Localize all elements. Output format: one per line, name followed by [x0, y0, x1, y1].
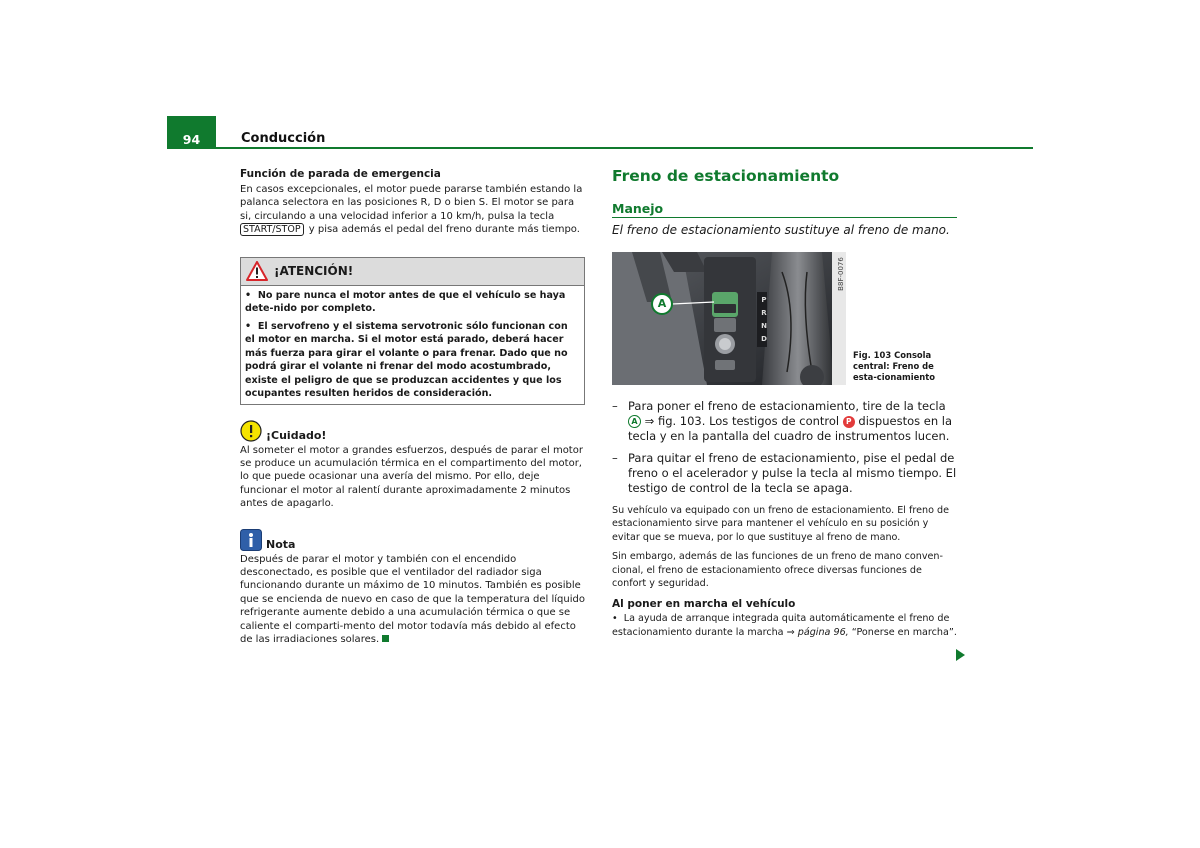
info-i-icon: [240, 529, 262, 551]
figure: [612, 252, 957, 385]
list-item: – Para poner el freno de estacionamiento, tire de la tecla A ⇒ fig. 103. Los testigos de control P dispuestos en la tecla y en la pantalla del cuadro de instrumentos lucen.: [612, 399, 953, 443]
warning-title: ¡ATENCIÓN!: [274, 264, 354, 279]
caution-exclamation-icon: [240, 420, 262, 442]
step-list: [612, 399, 957, 496]
note-text: Después de parar el motor y también con el encendido desconectado, es posible que el ventilador del radiador siga funcionando durante un máximo de 10 minutos. También es posible que se encienda de nuevo en caso de que la temperatura del líquido refrigerante aumente debido a una acumulación térmica o que se caliente el comparti-mento del motor todavía más debido al efecto de las irradiaciones solares.: [240, 553, 585, 646]
start-stop-key: START/STOP: [240, 223, 304, 236]
section-title: Conducción: [241, 131, 326, 146]
continue-arrow-icon: [956, 649, 965, 661]
end-of-section-marker: [382, 635, 389, 642]
start-bullet: • La ayuda de arranque integrada quita automáticamente el freno de estacionamiento durante la marcha ⇒ página 96, “Ponerse en marcha”.: [612, 613, 957, 638]
right-column: [612, 166, 957, 639]
subsection-heading: Manejo: [612, 201, 957, 218]
emergency-text: En casos excepcionales, el motor puede pararse también estando la palanca selectora en las posiciones R, D o bien S. El motor se para si, circulando a una velocidad inferior a 10 km/h, pulsa la tecla START/STOP y pisa además el pedal del freno durante más tiempo.: [240, 184, 583, 236]
warning-header: [241, 258, 584, 286]
warning-item: • El servofreno y el sistema servotronic sólo funcionan con el motor en marcha. Si el motor está parado, deberá hacer más fuerza para girar el volante o para frenar. Dado que no podrá girar el volante ni frenar del modo acostumbrado, existe el peligro de que se produzcan accidentes y que los ocupantes resulten heridos de consideración.: [245, 320, 568, 400]
gear-indicator: P R N D: [761, 296, 767, 343]
warning-body: [241, 286, 584, 404]
page-reference-link[interactable]: página 96,: [797, 626, 849, 638]
left-column: [240, 168, 585, 647]
page-number: 94: [167, 116, 216, 149]
start-heading: Al poner en marcha el vehículo: [612, 598, 796, 611]
note-title: Nota: [266, 537, 296, 551]
parking-lamp-icon: P: [843, 416, 855, 428]
warning-triangle-icon: [246, 261, 268, 281]
caution-text: Al someter el motor a grandes esfuerzos, después de parar el motor se produce un acumulación térmica en el compartimento del motor, lo que puede ocasionar una avería del mismo. Por ello, deje funcionar el motor al ralentí durante aproximadamente 2 minutos antes de apagarlo.: [240, 444, 583, 510]
console-photo: [612, 252, 846, 385]
callout-a-icon: A: [628, 415, 641, 428]
section-heading: Freno de estacionamiento: [612, 167, 840, 185]
caution-title: ¡Cuidado!: [266, 428, 327, 442]
paragraph: Sin embargo, además de las funciones de un freno de mano conven-cional, el freno de estacionamiento ofrece diversas funciones de confort y seguridad.: [612, 551, 943, 590]
figure-code: B8F-0076: [837, 257, 846, 291]
caution-header: [240, 420, 585, 442]
figure-callout-a: A: [657, 297, 667, 310]
header-rule: [216, 147, 1033, 149]
list-item: – Para quitar el freno de estacionamiento, pise el pedal de freno o el acelerador y pulse la tecla al mismo tiempo. El testigo de control de la tecla se apaga.: [612, 451, 957, 495]
warning-item: • No pare nunca el motor antes de que el vehículo se haya dete-nido por completo.: [245, 289, 566, 315]
paragraph: Su vehículo va equipado con un freno de estacionamiento. El freno de estacionamiento sirve para mantener el vehículo en su posición y evitar que se mueva, por lo que sustituye al freno de mano.: [612, 505, 949, 543]
note-header: [240, 529, 585, 551]
center-console-illustration: [612, 252, 846, 385]
figure-caption: Fig. 103 Consola central: Freno de esta-cionamiento: [853, 350, 935, 382]
emergency-heading: Función de parada de emergencia: [240, 168, 441, 180]
warning-box: [240, 257, 585, 405]
intro-text: El freno de estacionamiento sustituye al freno de mano.: [612, 223, 950, 237]
